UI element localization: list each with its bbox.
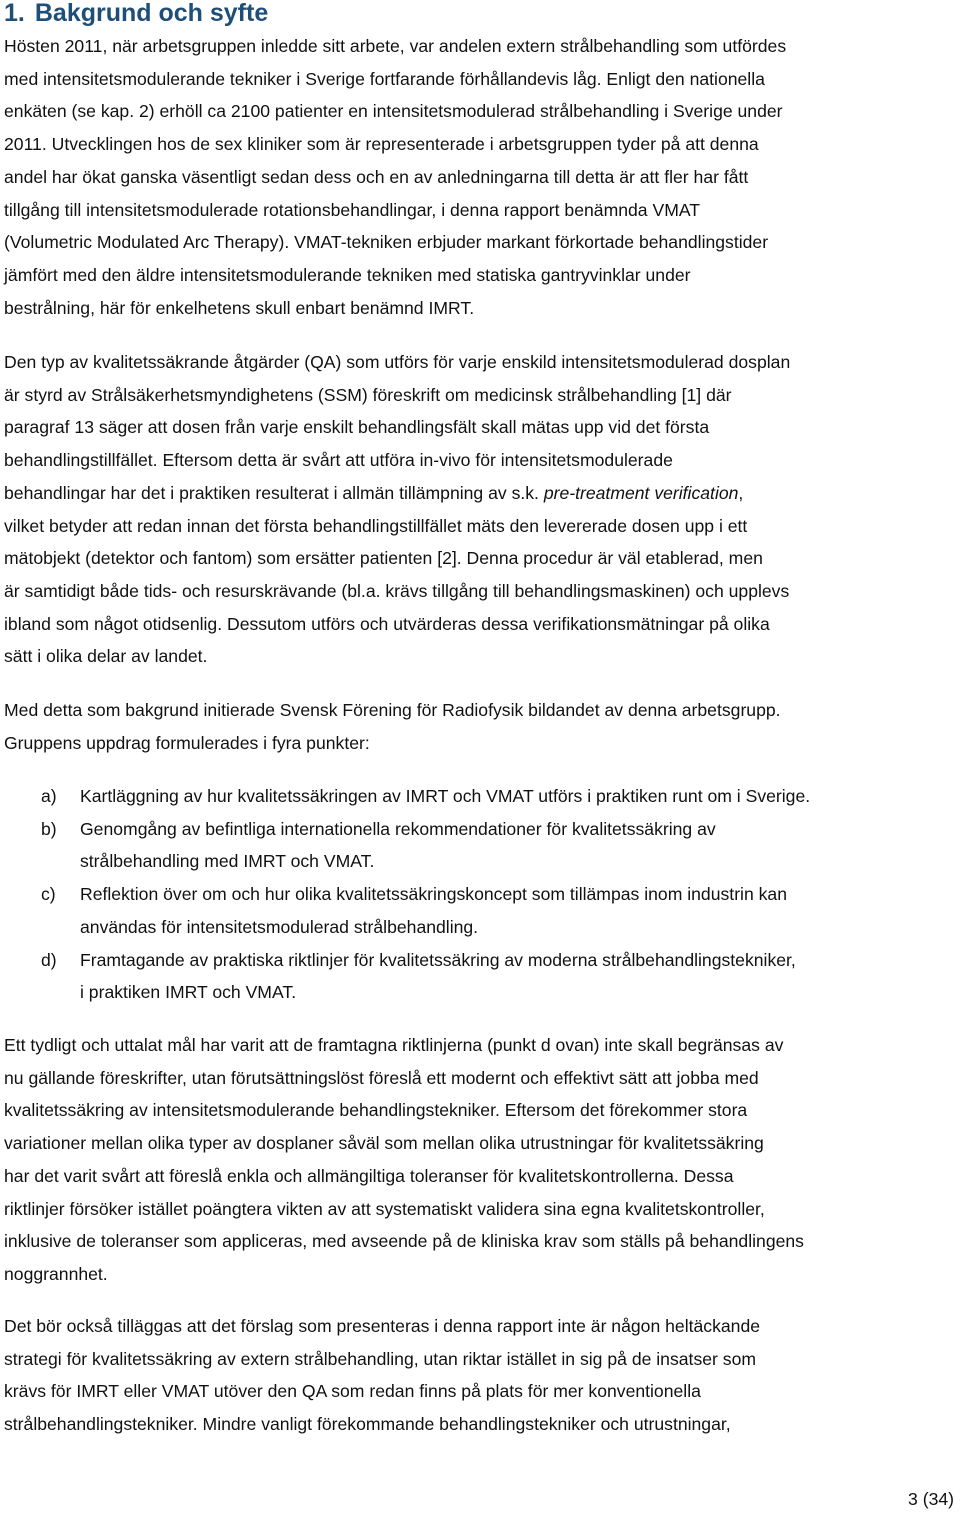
list-item bbox=[4, 878, 960, 943]
list-marker: a) bbox=[41, 786, 57, 806]
text-line: 2011. Utvecklingen hos de sex kliniker som är representerade i arbetsgruppen tyder på att denna bbox=[4, 134, 759, 155]
assignment-list bbox=[4, 780, 960, 1009]
section-title: Bakgrund och syfte bbox=[34, 0, 269, 27]
list-item-text: i praktiken IMRT och VMAT. bbox=[80, 982, 297, 1003]
text-line: Det bör också tilläggas att det förslag som presenteras i denna rapport inte är någon heltäckande bbox=[4, 1316, 761, 1336]
text-line: paragraf 13 säger att dosen från varje enskilt behandlingsfält skall mätas upp vid det första bbox=[4, 417, 710, 438]
text-line: riktlinjer försöker istället poängtera vikten av att systematiskt validera sina egna kvalitetskontroller, bbox=[4, 1198, 765, 1219]
text-line: inklusive de toleranser som appliceras, med avseende på de kliniska krav som ställs på behandlingens bbox=[4, 1231, 804, 1252]
text-line: tillgång till intensitetsmodulerade rotationsbehandlingar, i denna rapport benämnda VMAT bbox=[4, 199, 701, 220]
text-run: , bbox=[738, 482, 744, 503]
paragraph-assignment bbox=[4, 694, 960, 759]
text-line: ibland som något otidsenlig. Dessutom utförs och utvärderas dessa verifikationsmätningar på olika bbox=[4, 613, 770, 634]
text-line: mätobjekt (detektor och fantom) som ersätter patienten [2]. Denna procedur är väl etablerad, men bbox=[4, 548, 763, 569]
text-line: variationer mellan olika typer av dosplaner såväl som mellan olika utrustningar för kvalitetssäkring bbox=[4, 1133, 764, 1154]
text-line: nu gällande föreskrifter, utan förutsättningslöst föreslå ett modernt och effektivt sätt att jobba med bbox=[4, 1067, 759, 1088]
paragraph-goal bbox=[4, 1029, 960, 1291]
list-marker: b) bbox=[41, 818, 57, 839]
text-line: Gruppens uppdrag formulerades i fyra punkter: bbox=[4, 732, 370, 753]
text-line: krävs för IMRT eller VMAT utöver den QA som redan finns på plats för mer konventionella bbox=[4, 1381, 701, 1402]
text-line: behandlingstillfället. Eftersom detta är svårt att utföra in-vivo för intensitetsmodulerade bbox=[4, 450, 673, 471]
paragraph-background bbox=[4, 30, 960, 324]
text-line: strålbehandlingstekniker. Mindre vanligt förekommande behandlingstekniker och utrustningar, bbox=[4, 1414, 731, 1435]
list-item-text: Framtagande av praktiska riktlinjer för kvalitetssäkring av moderna strålbehandlingstekniker, bbox=[80, 949, 796, 970]
text-line: Hösten 2011, när arbetsgruppen inledde sitt arbete, var andelen extern strålbehandling som utfördes bbox=[4, 36, 787, 56]
text-line: enkäten (se kap. 2) erhöll ca 2100 patienter en intensitetsmodulerad strålbehandling i Sverige under bbox=[4, 101, 783, 122]
text-line: Ett tydligt och uttalat mål har varit att de framtagna riktlinjerna (punkt d ovan) inte skall begränsas av bbox=[4, 1035, 784, 1055]
section-number: 1. bbox=[4, 0, 25, 27]
text-line: kvalitetssäkring av intensitetsmodulerande behandlingstekniker. Eftersom det förekommer stora bbox=[4, 1100, 748, 1121]
section-heading bbox=[4, 0, 268, 30]
text-line: är styrd av Strålsäkerhetsmyndighetens (SSM) föreskrift om medicinsk strålbehandling [1] där bbox=[4, 384, 732, 405]
italic-term: pre-treatment verification bbox=[543, 482, 739, 503]
list-item-text: användas för intensitetsmodulerad strålbehandling. bbox=[80, 916, 479, 937]
text-line: Den typ av kvalitetssäkrande åtgärder (QA) som utförs för varje enskild intensitetsmodulerad dosplan bbox=[4, 352, 791, 372]
list-item bbox=[4, 813, 960, 878]
text-line: noggrannhet. bbox=[4, 1263, 108, 1284]
text-line bbox=[4, 477, 960, 510]
paragraph-qa bbox=[4, 346, 960, 673]
paragraph-scope bbox=[4, 1310, 960, 1441]
text-line: bestrålning, här för enkelhetens skull enbart benämnd IMRT. bbox=[4, 297, 475, 318]
list-item-text: Genomgång av befintliga internationella rekommendationer för kvalitetssäkring av bbox=[80, 818, 716, 839]
list-marker: d) bbox=[41, 949, 57, 970]
text-run: behandlingar har det i praktiken resulterat i allmän tillämpning av s.k. bbox=[4, 482, 544, 503]
list-item bbox=[4, 780, 960, 813]
page-number: 3 (34) bbox=[908, 1489, 954, 1509]
list-item bbox=[4, 944, 960, 1009]
list-marker: c) bbox=[41, 884, 56, 905]
text-line: sätt i olika delar av landet. bbox=[4, 646, 208, 667]
list-item-text: Kartläggning av hur kvalitetssäkringen av IMRT och VMAT utförs i praktiken runt om i Sverige. bbox=[80, 786, 811, 806]
list-item-text: Reflektion över om och hur olika kvalitetssäkringskoncept som tillämpas inom industrin kan bbox=[80, 884, 787, 905]
text-line: andel har ökat ganska väsentligt sedan dess och en av anledningarna till detta är att fler har fått bbox=[4, 166, 749, 187]
text-line: är samtidigt både tids- och resurskrävande (bl.a. krävs tillgång till behandlingsmaskinen) och upplevs bbox=[4, 580, 790, 601]
text-line: med intensitetsmodulerande tekniker i Sverige fortfarande förhållandevis låg. Enligt den nationella bbox=[4, 68, 765, 89]
text-line: (Volumetric Modulated Arc Therapy). VMAT-tekniken erbjuder markant förkortade behandlingstider bbox=[4, 232, 769, 253]
text-line: jämfört med den äldre intensitetsmodulerande tekniken med statiska gantryvinklar under bbox=[4, 264, 691, 285]
text-line: vilket betyder att redan innan det första behandlingstillfället mäts den levererade dosen upp i ett bbox=[4, 515, 748, 536]
list-item-text: strålbehandling med IMRT och VMAT. bbox=[80, 851, 375, 872]
text-line: strategi för kvalitetssäkring av extern strålbehandling, utan riktar istället in sig på de insatser som bbox=[4, 1348, 757, 1369]
text-line: Med detta som bakgrund initierade Svensk Förening för Radiofysik bildandet av denna arbetsgrupp. bbox=[4, 700, 781, 720]
text-line: har det varit svårt att föreslå enkla och allmängiltiga toleranser för kvalitetskontrollerna. Dessa bbox=[4, 1165, 734, 1186]
